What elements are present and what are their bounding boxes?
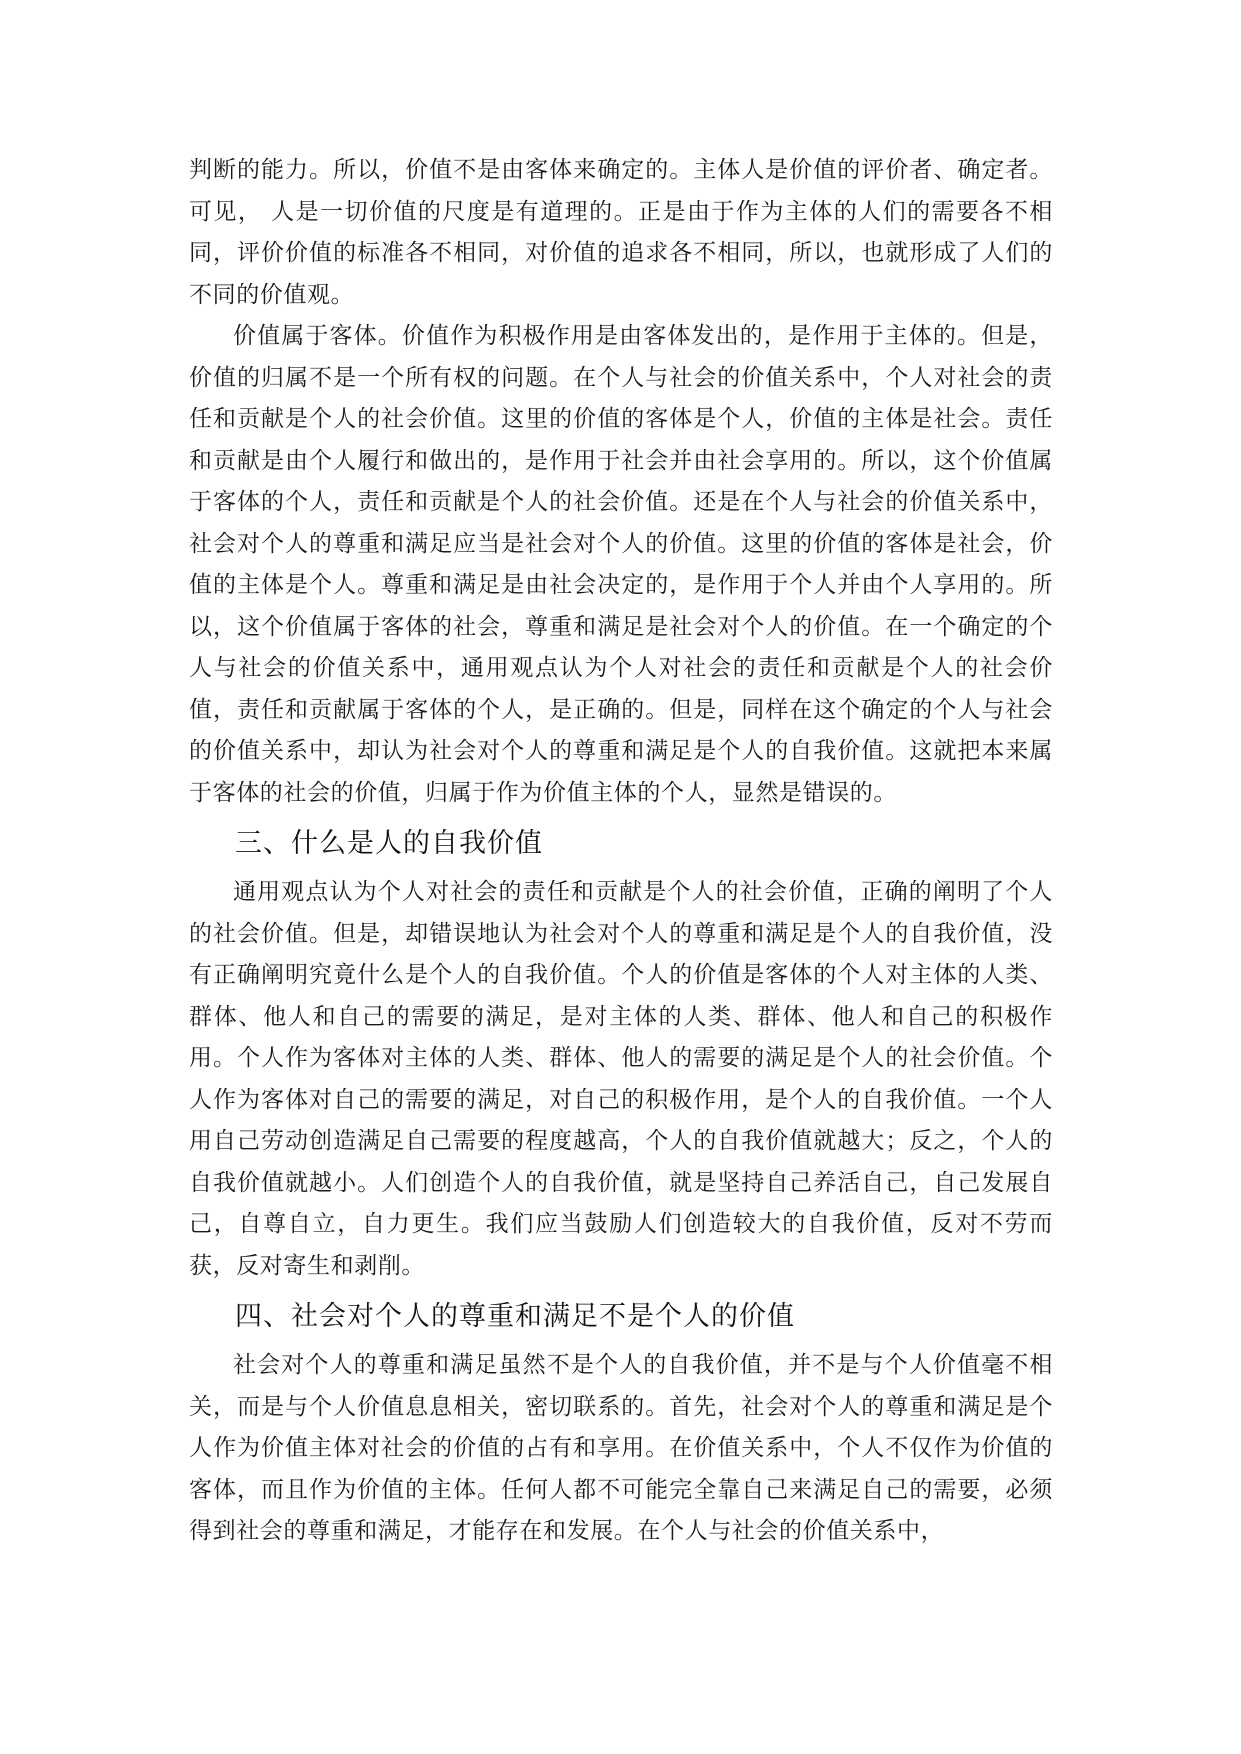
body-paragraph: 价值属于客体。价值作为积极作用是由客体发出的，是作用于主体的。但是，价值的归属不是一个所有权的问题。在个人与社会的价值关系中，个人对社会的责任和贡献是个人的社会价值。这里的价值的客体是个人，价值的主体是社会。责任和贡献是由个人履行和做出的，是作用于社会并由社会享用的。所以，这个价值属于客体的个人，责任和贡献是个人的社会价值。还是在个人与社会的价值关系中，社会对个人的尊重和满足应当是社会对个人的价值。这里的价值的客体是社会，价值的主体是个人。尊重和满足是由社会决定的，是作用于个人并由个人享用的。所以，这个价值属于客体的社会，尊重和满足是社会对个人的价值。在一个确定的个人与社会的价值关系中，通用观点认为个人对社会的责任和贡献是个人的社会价值，责任和贡献属于客体的个人，是正确的。但是，同样在这个确定的个人与社会的价值关系中，却认为社会对个人的尊重和满足是个人的自我价值。这就把本来属于客体的社会的价值，归属于作为价值主体的个人，显然是错误的。	[189, 323, 1053, 806]
body-paragraph: 判断的能力。所以，价值不是由客体来确定的。主体人是价值的评价者、确定者。可见， 人是一切价值的尺度是有道理的。正是由于作为主体的人们的需要各不相同，评价价值的标准各不相同，对价值的追求各不相同，所以，也就形成了人们的不同的价值观。	[189, 157, 1053, 308]
section-heading: 三、什么是人的自我价值	[235, 828, 543, 859]
section-heading: 四、社会对个人的尊重和满足不是个人的价值	[235, 1301, 795, 1332]
body-paragraph: 通用观点认为个人对社会的责任和贡献是个人的社会价值，正确的阐明了个人的社会价值。但是，却错误地认为社会对个人的尊重和满足是个人的自我价值，没有正确阐明究竟什么是个人的自我价值。个人的价值是客体的个人对主体的人类、群体、他人和自己的需要的满足，是对主体的人类、群体、他人和自己的积极作用。个人作为客体对主体的人类、群体、他人的需要的满足是个人的社会价值。个人作为客体对自己的需要的满足，对自己的积极作用，是个人的自我价值。一个人用自己劳动创造满足自己需要的程度越高，个人的自我价值就越大；反之，个人的自我价值就越小。人们创造个人的自我价值，就是坚持自己养活自己，自己发展自己，自尊自立，自力更生。我们应当鼓励人们创造较大的自我价值，反对不劳而获，反对寄生和剥削。	[189, 879, 1053, 1279]
document-page	[189, 150, 1053, 1553]
body-paragraph: 社会对个人的尊重和满足虽然不是个人的自我价值，并不是与个人价值毫不相关，而是与个人价值息息相关，密切联系的。首先，社会对个人的尊重和满足是个人作为价值主体对社会的价值的占有和享用。在价值关系中，个人不仅作为价值的客体，而且作为价值的主体。任何人都不可能完全靠自己来满足自己的需要，必须得到社会的尊重和满足，才能存在和发展。在个人与社会的价值关系中，	[189, 1352, 1053, 1544]
